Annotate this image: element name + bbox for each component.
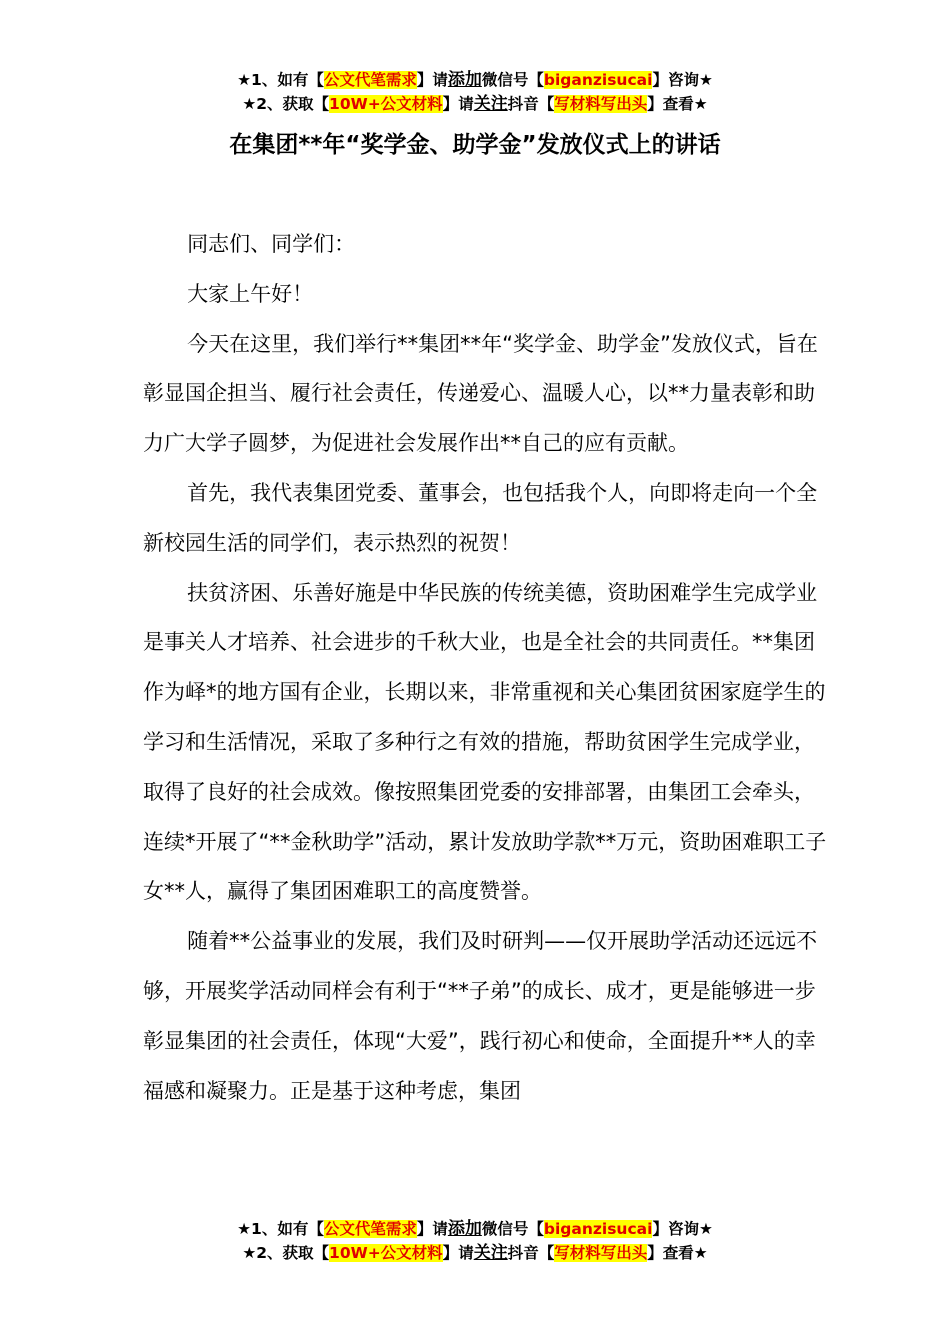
- douyin-highlight: 写材料写出头: [554, 1244, 648, 1262]
- highlight-text: 公文代笔需求: [323, 71, 417, 89]
- underlined-text: 添加: [447, 70, 482, 90]
- banner-text: 抖音【: [507, 1244, 555, 1262]
- banner-text: 】查看★: [647, 1244, 708, 1262]
- banner-text: 抖音【: [507, 95, 555, 113]
- paragraph: 扶贫济困、乐善好施是中华民族的传统美德，资助困难学生完成学业是事关人才培养、社会进步的千秋大业，也是全社会的共同责任。**集团作为峄*的地方国有企业，长期以来，非常重视和关心集团贫困家庭学生的学习和生活情况，采取了多种行之有效的措施，帮助贫困学生完成学业，取得了良好的社会成效。像按照集团党委的安排部署，由集团工会牵头，连续*开展了“**金秋助学”活动，累计发放助学款**万元，资助困难职工子女**人，赢得了集团困难职工的高度赞誉。: [143, 580, 827, 904]
- paragraph: 今天在这里，我们举行**集团**年“奖学金、助学金”发放仪式，旨在彰显国企担当、履行社会责任，传递爱心、温暖人心，以**力量表彰和助力广大学子圆梦，为促进社会发展作出**自己的应有贡献。: [143, 331, 818, 456]
- banner-text: 微信号【: [481, 71, 544, 89]
- banner-text: 】咨询★: [652, 1220, 713, 1238]
- bottom-banner: [0, 1217, 950, 1265]
- banner-line-1: [0, 1217, 950, 1241]
- top-banner: [0, 68, 950, 116]
- banner-line-2: [0, 1241, 950, 1265]
- document-body: [143, 220, 833, 1116]
- banner-text: 】请: [442, 95, 474, 113]
- highlight-text: 10W+公文材料: [329, 1244, 443, 1262]
- paragraph: 随着**公益事业的发展，我们及时研判——仅开展助学活动还远远不够，开展奖学活动同样会有利于“**子弟”的成长、成才，更是能够进一步彰显集团的社会责任，体现“大爱”，践行初心和使命，全面提升**人的幸福感和凝聚力。正是基于这种考虑，集团: [143, 929, 818, 1103]
- banner-text: ★2、获取【: [242, 95, 330, 113]
- banner-text: 】请: [416, 71, 448, 89]
- banner-line-1: [0, 68, 950, 92]
- banner-text: 】咨询★: [652, 71, 713, 89]
- banner-text: ★1、如有【: [237, 71, 324, 89]
- banner-text: 】请: [442, 1244, 474, 1262]
- wechat-id-highlight: biganzisucai: [543, 1220, 653, 1238]
- banner-text: 】查看★: [647, 95, 708, 113]
- underlined-text: 添加: [447, 1219, 482, 1239]
- banner-text: ★2、获取【: [242, 1244, 330, 1262]
- banner-text: 】请: [416, 1220, 448, 1238]
- paragraph-salutation: 同志们、同学们：: [187, 232, 356, 256]
- document-title: 在集团**年“奖学金、助学金”发放仪式上的讲话: [229, 132, 721, 158]
- banner-text: ★1、如有【: [237, 1220, 324, 1238]
- banner-text: 微信号【: [481, 1220, 544, 1238]
- underlined-text: 关注: [473, 1243, 508, 1263]
- paragraph: 首先，我代表集团党委、董事会，也包括我个人，向即将走向一个全新校园生活的同学们，表示热烈的祝贺！: [143, 480, 818, 555]
- douyin-highlight: 写材料写出头: [554, 95, 648, 113]
- highlight-text: 公文代笔需求: [323, 1220, 417, 1238]
- banner-line-2: [0, 92, 950, 116]
- highlight-text: 10W+公文材料: [329, 95, 443, 113]
- underlined-text: 关注: [473, 94, 508, 114]
- paragraph-greeting: 大家上午好！: [187, 281, 314, 306]
- wechat-id-highlight: biganzisucai: [543, 71, 653, 89]
